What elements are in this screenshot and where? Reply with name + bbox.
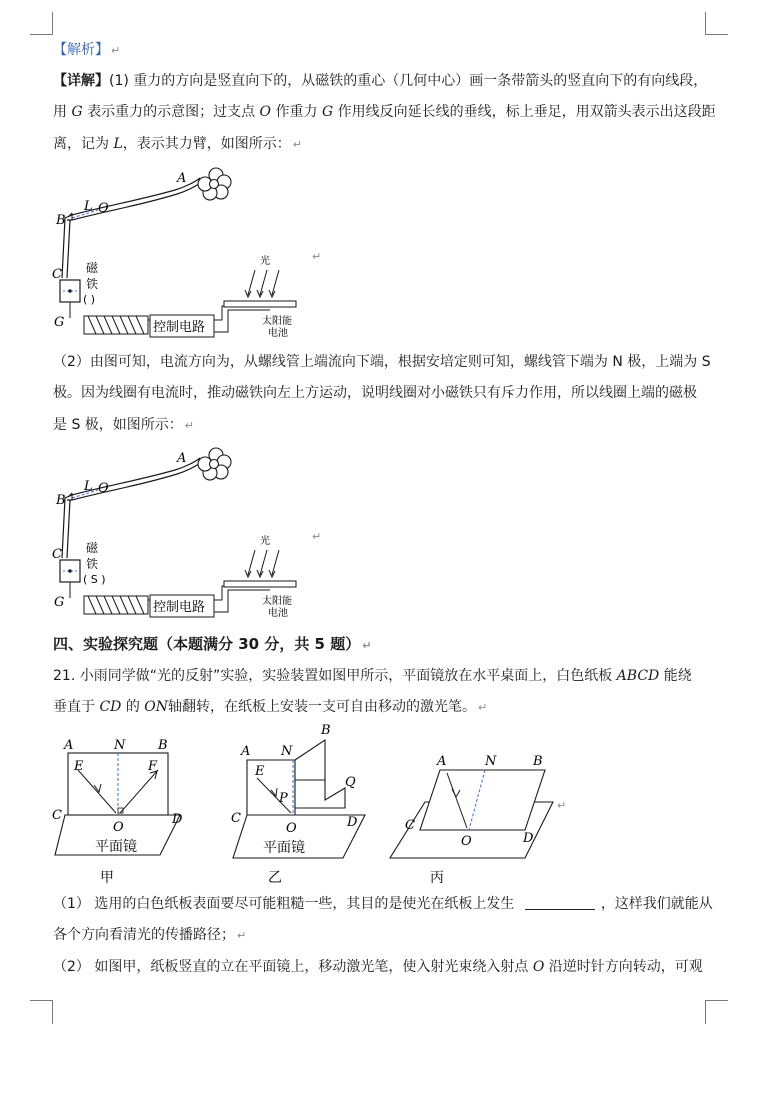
label-n: N — [114, 738, 126, 753]
light-label: 光 — [260, 536, 270, 547]
analysis-tag — [53, 40, 120, 61]
control-circuit-label: 控制电路 — [153, 600, 206, 615]
label-b: B — [56, 213, 66, 228]
detail-line-1 — [53, 71, 707, 91]
text: ，这样我们就能从 — [600, 896, 713, 912]
text: 垂直于 — [53, 699, 100, 715]
var-o: O — [532, 959, 545, 975]
lever-circuit-figure-1 — [50, 160, 330, 340]
paragraph-mark-icon: ↵ — [478, 701, 488, 714]
mirror-label: 平面镜 — [263, 840, 305, 856]
label-l: L — [84, 479, 93, 494]
text: 是 S 极，如图所示： — [53, 417, 183, 433]
var-g: G — [71, 104, 83, 120]
battery-label-1: 太阳能 — [262, 316, 292, 327]
var-on: ON — [144, 699, 169, 715]
text: 轴翻转，在纸板上安装一支可自由移动的激光笔。 — [168, 699, 477, 715]
flower-icon — [198, 168, 231, 200]
label-n: N — [281, 744, 293, 759]
svg-text:↵: ↵ — [312, 250, 322, 263]
label-g: G — [54, 315, 65, 330]
flower-icon — [198, 448, 231, 480]
label-o: O — [461, 834, 472, 849]
label-d: D — [347, 815, 358, 830]
text: 各个方向看清光的传播路径； — [53, 927, 235, 943]
text: 表示重力的示意图；过支点 — [82, 104, 260, 120]
caption-yi: 乙 — [268, 870, 282, 886]
label-d: D — [172, 812, 183, 827]
mirror-label: 平面镜 — [95, 839, 137, 855]
label-a: A — [437, 754, 447, 769]
q21-line-1 — [53, 666, 692, 686]
q21-sub2-line-1 — [53, 957, 703, 977]
paper-board-right — [295, 780, 345, 808]
text: （2）由图可知，电流方向为，从螺线管上端流向下端，根据安培定则可知，螺线管下端为 N 极，上端为 S — [53, 354, 711, 370]
battery-label-1: 太阳能 — [262, 596, 292, 607]
label-n: N — [485, 754, 497, 769]
label-o: O — [98, 201, 109, 216]
label-l: L — [84, 199, 93, 214]
svg-text:↵: ↵ — [557, 799, 567, 812]
var-o: O — [259, 104, 272, 120]
text: 极。因为线圈有电流时，推动磁铁向左上方运动，说明线圈对小磁铁只有斥力作用，所以线圈上端的磁极 — [53, 385, 697, 401]
magnet-label-1: 磁 — [86, 541, 99, 555]
text: 用 — [53, 104, 72, 120]
solenoid-coil — [84, 316, 148, 334]
label-c: C — [52, 547, 62, 562]
var-cd: CD — [99, 699, 122, 715]
label-e: E — [74, 759, 84, 774]
section-title: 四、实验探究题（本题满分 30 分，共 5 题） — [53, 635, 361, 653]
detail-line-2 — [53, 102, 716, 122]
detail-line-3 — [53, 134, 302, 155]
text: 沿逆时针方向转动，可观 — [544, 959, 703, 975]
label-o: O — [286, 821, 297, 836]
text: 离，记为 — [53, 136, 114, 152]
magnet-label-2: 铁 — [86, 277, 99, 291]
label-o: O — [113, 820, 124, 835]
label-e: E — [255, 764, 265, 779]
lever-circuit-figure-2 — [50, 440, 330, 620]
paragraph-mark-icon: ↵ — [292, 138, 302, 151]
detail-text: (1) 重力的方向是竖直向下的，从磁铁的重心（几何中心）画一条带箭头的竖直向下的有向线段， — [109, 73, 708, 89]
q21-line-2 — [53, 697, 487, 718]
text: 作重力 — [271, 104, 322, 120]
detail-tag: 【详解】 — [53, 73, 109, 89]
q21-sub1-line-1 — [53, 894, 713, 914]
magnet-label-1: 磁 — [86, 261, 99, 275]
magnet-pole-label: ( ) — [83, 293, 96, 306]
control-circuit-label: 控制电路 — [153, 320, 206, 335]
var-g: G — [321, 104, 334, 120]
caption-jia: 甲 — [100, 870, 114, 886]
label-b: B — [158, 738, 168, 753]
label-q: Q — [345, 775, 356, 790]
battery-label-2: 电池 — [268, 608, 288, 619]
var-l: L — [113, 136, 123, 152]
reflection-figure-jia — [50, 735, 200, 890]
svg-text:↵: ↵ — [312, 530, 322, 543]
magnet-pole-label: ( S ) — [83, 573, 106, 586]
label-c: C — [52, 808, 62, 823]
tilted-paper-board — [420, 770, 545, 830]
text: （1） 选用的白色纸板表面要尽可能粗糙一些，其目的是使光在纸板上发生 — [53, 896, 519, 912]
paragraph-mark-icon: ↵ — [237, 929, 247, 942]
label-g: G — [54, 595, 65, 610]
label-a: A — [64, 738, 74, 753]
text: ，表示其力臂，如图所示： — [122, 136, 291, 152]
answer-blank[interactable] — [525, 895, 595, 910]
text: 作用线反向延长线的垂线，标上垂足，用双箭头表示出这段距 — [333, 104, 716, 120]
light-label: 光 — [260, 256, 270, 267]
paragraph-mark-icon: ↵ — [362, 639, 372, 652]
label-a: A — [177, 451, 187, 466]
text: 的 — [121, 699, 145, 715]
paragraph-mark-icon: ↵ — [184, 419, 195, 432]
label-c: C — [52, 267, 62, 282]
label-p: P — [279, 791, 288, 806]
magnet-label-2: 铁 — [86, 557, 99, 571]
detail-line-4 — [53, 352, 711, 372]
reflection-figure-yi — [225, 720, 375, 890]
label-c: C — [405, 818, 415, 833]
section-heading — [53, 634, 371, 656]
label-a: A — [241, 744, 251, 759]
label-c: C — [231, 811, 241, 826]
label-b: B — [56, 493, 66, 508]
detail-line-6 — [53, 415, 194, 436]
label-a: A — [177, 171, 187, 186]
label-b: B — [321, 723, 331, 738]
text: 21. 小雨同学做“光的反射”实验，实验装置如图甲所示，平面镜放在水平桌面上，白色纸板 — [53, 668, 617, 684]
reflection-figure-bing — [385, 745, 585, 890]
label-d: D — [523, 831, 534, 846]
label-f: F — [148, 759, 158, 774]
text: 能绕 — [659, 668, 692, 684]
var-abcd: ABCD — [616, 668, 660, 684]
detail-line-5 — [53, 383, 697, 403]
analysis-tag-text: 【解析】 — [53, 42, 109, 58]
q21-sub1-line-2 — [53, 925, 246, 946]
battery-label-2: 电池 — [268, 328, 288, 339]
paragraph-mark-icon: ↵ — [111, 44, 121, 57]
label-o: O — [98, 481, 109, 496]
label-b: B — [533, 754, 543, 769]
text: （2） 如图甲，纸板竖直的立在平面镜上，移动激光笔，使入射光束绕入射点 — [53, 959, 533, 975]
solar-panel — [224, 301, 296, 307]
caption-bing: 丙 — [430, 870, 444, 886]
